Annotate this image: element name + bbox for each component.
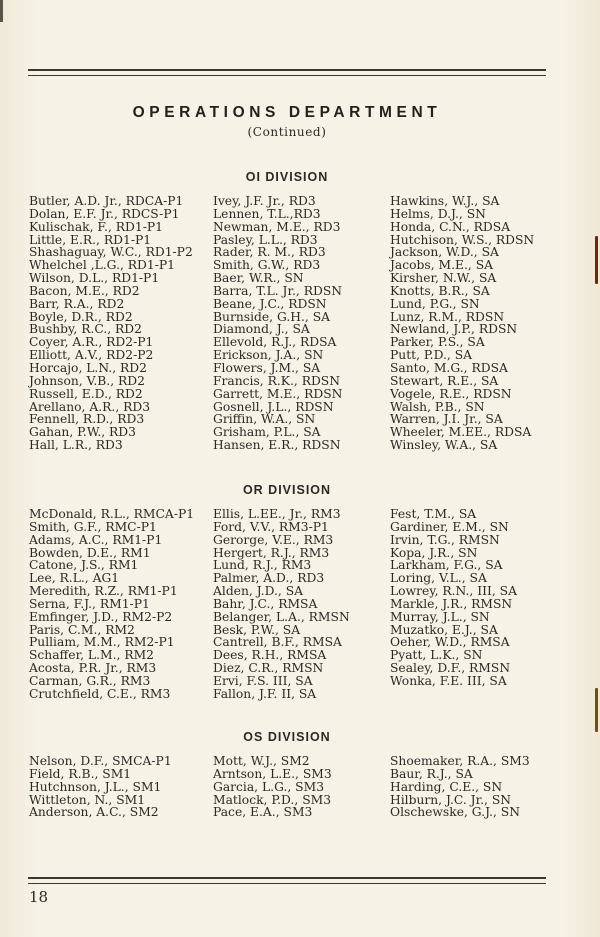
roster-entry: Arellano, A.R., RD3 [29,399,151,414]
roster-entry: Jacobs, M.E., SA [390,258,494,273]
roster-entry: Smith, G.F., RMC-P1 [29,519,157,534]
roster-entry: Muzatko, E.J., SA [390,622,498,637]
roster-entry: Acosta, P.R. Jr., RM3 [29,661,157,676]
roster-entry: Alden, J.D., SA [213,584,304,599]
roster-entry: Besk, P.W., SA [213,622,301,637]
roster-entry: Bushby, R.C., RD2 [29,322,142,337]
roster-entry: Hawkins, W.J., SA [390,194,500,208]
header-rule [28,69,546,76]
roster-entry: Stewart, R.E., SA [390,373,499,388]
roster-entry: Matlock, P.D., SM3 [213,792,332,807]
roster-entry: Parker, P.S., SA [390,335,485,350]
roster-entry: Newman, M.E., RD3 [213,219,341,234]
roster-entry: Erickson, J.A., SN [213,348,324,363]
roster-entry: Jackson, W.D., SA [390,245,499,260]
roster-entry: Rader, R. M., RD3 [213,245,326,260]
roster-entry: Crutchfield, C.E., RM3 [29,686,171,701]
edge-mark [0,0,3,22]
roster-entry: Emfinger, J.D., RM2-P2 [29,609,173,624]
oi-column-3 [390,195,534,452]
roster-entry: Anderson, A.C., SM2 [29,805,159,820]
roster-entry: Beane, J.C., RDSN [213,296,327,311]
roster-entry: Elliott, A.V., RD2-P2 [29,348,154,363]
binder-mark [595,236,598,284]
roster-entry: Palmer, A.D., RD3 [213,571,325,586]
roster-entry: Boyle, D.R., RD2 [29,309,133,324]
roster-entry: Walsh, P.B., SN [390,399,485,414]
roster-entry: Catone, J.S., RM1 [29,558,139,573]
roster-entry: Shashaguay, W.C., RD1-P2 [29,245,193,260]
roster-entry: Shoemaker, R.A., SM3 [390,754,530,768]
or-column-1 [29,508,194,701]
roster-entry: Hall, L.R., RD3 [29,438,123,453]
roster-entry: Fallon, J.F. II, SA [213,686,317,701]
roster-entry: Pulliam, M.M., RM2-P1 [29,635,175,650]
roster-entry: Arntson, L.E., SM3 [213,766,332,781]
roster-entry: Adams, A.C., RM1-P1 [29,532,163,547]
roster-entry: Wilson, D.L., RD1-P1 [29,271,160,286]
roster-entry: Harding, C.E., SN [390,779,503,794]
roster-entry: Ellis, L.EE., Jr., RM3 [213,507,341,521]
roster-entry: Vogele, R.E., RDSN [390,386,512,401]
or-column-3 [390,508,517,688]
roster-entry: Lund, R.J., RM3 [213,558,312,573]
roster-entry: Paris, C.M., RM2 [29,622,135,637]
roster-entry: Bowden, D.E., RM1 [29,545,151,560]
roster-entry: Knotts, B.R., SA [390,283,490,298]
os-column-3 [390,755,530,819]
roster-entry: Lennen, T.L.,RD3 [213,206,321,221]
oi-division-title: OI DIVISION [245,170,329,184]
or-column-2 [213,508,350,701]
roster-entry: Horcajo, L.N., RD2 [29,360,147,375]
roster-entry: Honda, C.N., RDSA [390,219,511,234]
roster-entry: Coyer, A.R., RD2-P1 [29,335,154,350]
roster-entry: Wittleton, N., SM1 [29,792,146,807]
roster-entry: Hansen, E.R., RDSN [213,438,341,453]
roster-entry: Warren, J.I. Jr., SA [390,412,503,427]
roster-entry: Grisham, P.L., SA [213,425,321,440]
roster-entry: Newland, J.P., RDSN [390,322,518,337]
roster-entry: Fest, T.M., SA [390,507,477,521]
roster-entry: Smith, G.W., RD3 [213,258,321,273]
roster-entry: Hutchnson, J.L., SM1 [29,779,162,794]
roster-entry: Baer, W.R., SN [213,271,304,286]
roster-entry: Dees, R.H., RMSA [213,648,327,663]
roster-entry: Butler, A.D. Jr., RDCA-P1 [29,194,184,208]
roster-entry: Gahan, P.W., RD3 [29,425,136,440]
os-column-2 [213,755,332,819]
roster-entry: Ervi, F.S. III, SA [213,673,313,688]
roster-entry: Field, R.B., SM1 [29,766,132,781]
roster-entry: Lund, P.G., SN [390,296,480,311]
roster-entry: Gerorge, V.E., RM3 [213,532,334,547]
roster-entry: Francis, R.K., RDSN [213,373,340,388]
roster-entry: Loring, V.L., SA [390,571,487,586]
roster-entry: Oeher, W.D., RMSA [390,635,510,650]
roster-entry: Wonka, F.E. III, SA [390,673,507,688]
roster-entry: Belanger, L.A., RMSN [213,609,350,624]
roster-entry: Cantrell, B.F., RMSA [213,635,342,650]
roster-entry: Irvin, T.G., RMSN [390,532,500,547]
roster-entry: Carman, G.R., RM3 [29,673,151,688]
roster-entry: Ford, V.V., RM3-P1 [213,519,329,534]
roster-entry: Mott, W.J., SM2 [213,754,310,768]
roster-entry: Murray, J.L., SN [390,609,490,624]
roster-entry: Winsley, W.A., SA [390,438,498,453]
roster-entry: Ellevold, R.J., RDSA [213,335,337,350]
roster-entry: Putt, P.D., SA [390,348,473,363]
roster-entry: Fennell, R.D., RD3 [29,412,145,427]
roster-entry: Lowrey, R.N., III, SA [390,584,517,599]
roster-entry: Gardiner, E.M., SN [390,519,509,534]
roster-entry: Markle, J.R., RMSN [390,596,513,611]
binder-mark [595,688,598,732]
roster-entry: Wheeler, M.EE., RDSA [390,425,532,440]
roster-entry: Kirsher, N.W., SA [390,271,497,286]
page-number: 18 [29,888,49,906]
roster-entry: Nelson, D.F., SMCA-P1 [29,754,172,768]
roster-entry: Johnson, V.B., RD2 [29,373,145,388]
oi-column-1 [29,195,193,452]
roster-entry: Baur, R.J., SA [390,766,473,781]
os-column-1 [29,755,172,819]
roster-entry: Lunz, R.M., RDSN [390,309,505,324]
roster-entry: Burnside, G.H., SA [213,309,331,324]
roster-entry: Ivey, J.F. Jr., RD3 [213,194,316,208]
roster-entry: Garcia, L.G., SM3 [213,779,325,794]
roster-entry: Pasley, L.L., RD3 [213,232,318,247]
roster-entry: Kopa, J.R., SN [390,545,478,560]
roster-entry: Griffin, W.A., SN [213,412,316,427]
roster-entry: Diez, C.R., RMSN [213,661,324,676]
roster-entry: Diamond, J., SA [213,322,310,337]
roster-entry: Santo, M.G., RDSA [390,360,508,375]
roster-entry: Olschewske, G.J., SN [390,805,520,820]
os-division-title: OS DIVISION [243,730,331,744]
roster-entry: Bacon, M.E., RD2 [29,283,140,298]
roster-entry: Larkham, F.G., SA [390,558,503,573]
oi-column-2 [213,195,342,452]
footer-rule [28,877,546,884]
roster-entry: Meredith, R.Z., RM1-P1 [29,584,178,599]
roster-entry: Sealey, D.F., RMSN [390,661,511,676]
roster-entry: Hergert, R.J., RM3 [213,545,330,560]
roster-entry: Kulischak, F., RD1-P1 [29,219,163,234]
roster-entry: Serna, F.J., RM1-P1 [29,596,150,611]
roster-entry: Lee, R.L., AG1 [29,571,120,586]
roster-entry: Dolan, E.F. Jr., RDCS-P1 [29,206,180,221]
roster-entry: Barra, T.L. Jr., RDSN [213,283,343,298]
roster-entry: Little, E.R., RD1-P1 [29,232,152,247]
roster-entry: Whelchel ,L.G., RD1-P1 [29,258,175,273]
or-division-title: OR DIVISION [242,483,332,497]
roster-entry: McDonald, R.L., RMCA-P1 [29,507,195,521]
roster-entry: Helms, D.J., SN [390,206,486,221]
roster-entry: Barr, R.A., RD2 [29,296,125,311]
continued-label: (Continued) [247,125,327,139]
roster-entry: Pyatt, L.K., SN [390,648,483,663]
roster-entry: Hilburn, J.C. Jr., SN [390,792,512,807]
roster-entry: Pace, E.A., SM3 [213,805,313,820]
roster-entry: Bahr, J.C., RMSA [213,596,318,611]
roster-entry: Schaffer, L.M., RM2 [29,648,154,663]
roster-entry: Garrett, M.E., RDSN [213,386,343,401]
roster-entry: Flowers, J.M., SA [213,360,321,375]
department-title: OPERATIONS DEPARTMENT [132,104,442,121]
roster-entry: Russell, E.D., RD2 [29,386,143,401]
roster-entry: Gosnell, J.L., RDSN [213,399,334,414]
roster-entry: Hutchison, W.S., RDSN [390,232,535,247]
